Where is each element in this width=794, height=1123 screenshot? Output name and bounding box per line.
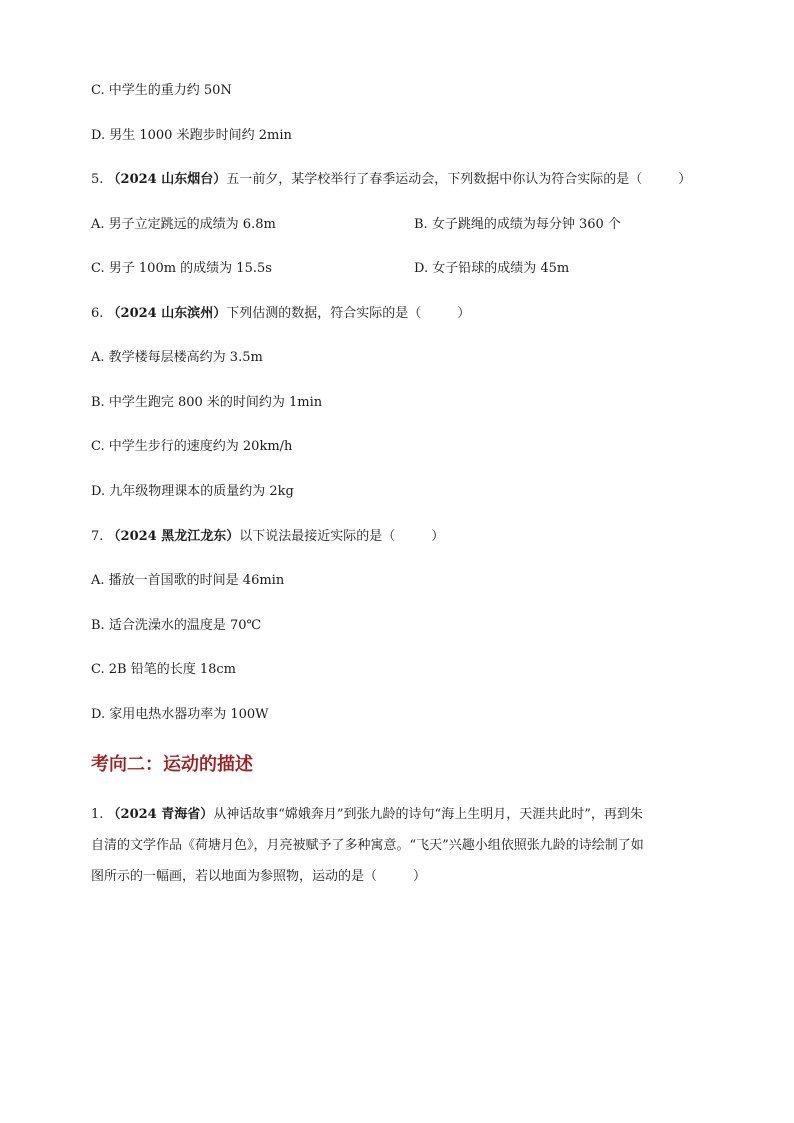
question-stem: 从神话故事“嫦娥奔月”到张九龄的诗句“海上生明月，天涯共此时”，再到朱 [213,807,643,822]
option-letter: D. [414,261,429,276]
s2q1-line3 [91,861,713,892]
s2q1-line1 [91,799,713,830]
q4-option-d [91,126,292,146]
answer-bracket-close: ） [678,172,692,187]
q6-option-d [91,482,294,502]
option-text: 家用电热水器功率为 100W [109,707,269,722]
option-letter: C. [91,83,105,98]
option-text: 九年级物理课本的质量约为 2kg [109,484,294,499]
option-text: 教学楼每层楼高约为 3.5m [108,350,263,365]
q4-option-c [91,81,232,101]
option-letter: C. [91,261,105,276]
question-stem: 下列估测的数据，符合实际的是（ [226,306,422,321]
option-text: 女子铅球的成绩为 45m [432,261,570,276]
q7-stem [91,527,444,547]
option-text: 中学生的重力约 50N [108,83,232,98]
question-stem: 自清的文学作品《荷塘月色》，月亮被赋予了多种寓意。“飞天”兴趣小组依照张九龄的诗绘制了如 [91,838,644,853]
option-letter: C. [91,662,105,677]
q5-option-c [91,259,272,279]
option-letter: C. [91,439,105,454]
q5-option-d [414,259,569,279]
answer-bracket-close: ） [413,869,427,884]
option-letter: B. [91,395,105,410]
option-letter: A. [91,217,105,232]
option-text: 女子跳绳的成绩为每分钟 360 个 [431,217,621,232]
q6-stem [91,304,470,324]
option-letter: B. [414,217,428,232]
option-text: 适合洗澡水的温度是 70℃ [108,618,262,633]
question-stem: 图所示的一幅画，若以地面为参照物，运动的是（ [91,869,378,884]
answer-bracket-close: ） [431,529,445,544]
option-letter: D. [91,707,106,722]
answer-bracket-close: ） [457,306,471,321]
q6-option-c [91,437,292,457]
q6-option-b [91,393,322,413]
option-text: 男子立定跳远的成绩为 6.8m [108,217,276,232]
option-text: 播放一首国歌的时间是 46min [108,573,285,588]
q7-option-b [91,616,261,636]
option-text: 中学生跑完 800 米的时间约为 1min [108,395,323,410]
question-number: 6. [91,306,104,321]
question-number: 1. [91,807,104,822]
option-letter: A. [91,350,105,365]
option-letter: B. [91,618,105,633]
q5-stem [91,170,691,190]
question-stem: 以下说法最接近实际的是（ [239,529,396,544]
option-text: 男生 1000 米跑步时间约 2min [109,128,292,143]
q7-option-d [91,705,269,725]
q5-option-b [414,215,621,235]
option-letter: A. [91,573,105,588]
option-text: 2B 铅笔的长度 18cm [108,662,237,677]
option-text: 中学生步行的速度约为 20km/h [108,439,293,454]
section-heading: 考向二：运动的描述 [91,754,253,775]
question-source: （2024 青海省） [107,807,214,822]
s2q1-line2 [91,830,713,861]
question-source: （2024 山东烟台） [107,172,227,187]
question-source: （2024 黑龙江龙东） [107,529,240,544]
q7-option-c [91,660,236,680]
q5-option-a [91,215,276,235]
q6-option-a [91,348,263,368]
option-text: 男子 100m 的成绩为 15.5s [108,261,272,276]
question-number: 5. [91,172,104,187]
option-letter: D. [91,484,106,499]
question-source: （2024 山东滨州） [107,306,227,321]
q7-option-a [91,571,284,591]
option-letter: D. [91,128,106,143]
question-number: 7. [91,529,104,544]
question-stem: 五一前夕，某学校举行了春季运动会，下列数据中你认为符合实际的是（ [226,172,643,187]
